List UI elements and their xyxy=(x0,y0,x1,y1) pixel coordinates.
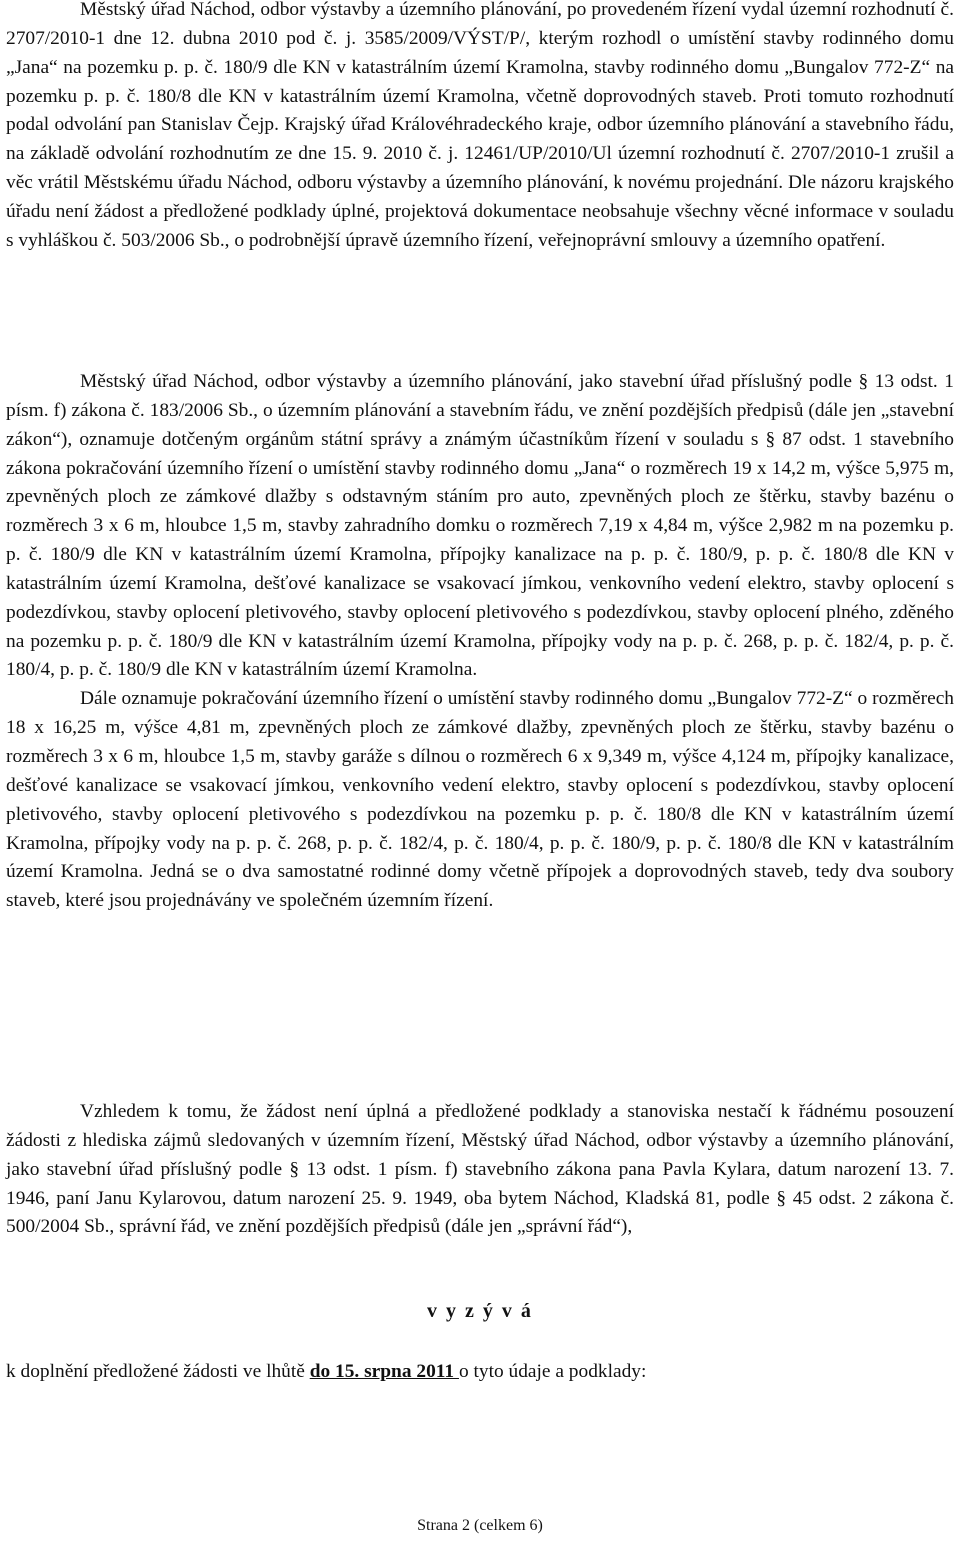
paragraph-text-bungalov: Dále oznamuje pokračování územního řízení o umístění stavby rodinného domu „Bungalov 772-Z“ o rozměrech 18 x 16,25 m, výšce 4,81 m, zpevněných ploch ze zámkové dlažby, zpevněných ploch ze štěrku, stavby bazénu o rozměrech 3 x 6 m, hloubce 1,5 m, stavby garáže s dílnou o rozměrech 6 x 9,349 m, výšce 4,124 m, přípojky kanalizace, dešťové kanalizace se vsakovací jímkou, venkovního vedení elektro, stavby oplocení s podezdívkou, stavby oplocení pletivového, stavby oplocení pletivového s podezdívkou na pozemku p. p. č. 180/8 dle KN v katastrálním území Kramolna, přípojky vody na p. p. č. 268, p. p. č. 182/4, p. č. 180/4, p. p. č. 180/9, p. p. č. 180/8 dle KN v katastrálním území Kramolna. Jedná se o dva samostatné rodinné domy včetně přípojek a doprovodných staveb, tedy dva soubory staveb, které jsou projednávány ve společném územním řízení. xyxy=(6,688,954,912)
deadline-text-after: o tyto údaje a podklady: xyxy=(458,1361,647,1382)
deadline-line xyxy=(6,1358,954,1387)
page-footer: Strana 2 (celkem 6) xyxy=(417,1517,543,1534)
paragraph-text: Městský úřad Náchod, odbor výstavby a územního plánování, po provedeném řízení vydal územní rozhodnutí č. 2707/2010-1 dne 12. dubna 2010 pod č. j. 3585/2009/VÝST/P/, kterým rozhodl o umístění stavby rodinného domu „Jana“ na pozemku p. p. č. 180/9 dle KN v katastrálním území Kramolna, stavby rodinného domu „Bungalov 772-Z“ na pozemku p. p. č. 180/8 dle KN v katastrálním území Kramolna, včetně doprovodných staveb. Proti tomuto rozhodnutí podal odvolání pan Stanislav Čejp. Krajský úřad Královéhradeckého kraje, odbor územního plánování a stavebního řádu, na základě odvolání rozhodnutím ze dne 15. 9. 2010 č. j. 12461/UP/2010/Ul územní rozhodnutí č. 2707/2010-1 zrušil a věc vrátil Městskému úřadu Náchod, odboru výstavby a územního plánování, k novému projednání. Dle názoru krajského úřadu není žádost a předložené podklady úplné, projektová dokumentace neobsahuje všechny věcné informace v souladu s vyhláškou č. 503/2006 Sb., o podrobnější úpravě územního řízení, veřejnoprávní smlouvy a územního opatření. xyxy=(6,0,954,251)
deadline-text-before: k doplnění předložené žádosti ve lhůtě xyxy=(6,1361,310,1382)
section-heading-vyzyva: v y z ý v á xyxy=(427,1300,533,1322)
paragraph-text: Vzhledem k tomu, že žádost není úplná a předložené podklady a stanoviska nestačí k řádnému posouzení žádosti z hlediska zájmů sledovaných v územním řízení, Městský úřad Náchod, odbor výstavby a územního plánování, jako stavební úřad příslušný podle § 13 odst. 1 písm. f) stavebního zákona pana Pavla Kylara, datum narození 13. 7. 1946, paní Janu Kylarovou, datum narození 25. 9. 1949, oba bytem Náchod, Kladská 81, podle § 45 odst. 2 zákona č. 500/2004 Sb., správní řád, ve znění pozdějších předpisů (dále jen „správní řád“), xyxy=(6,1101,954,1238)
paragraph-text-jana: Městský úřad Náchod, odbor výstavby a územního plánování, jako stavební úřad příslušný podle § 13 odst. 1 písm. f) zákona č. 183/2006 Sb., o územním plánování a stavebním řádu, ve znění pozdějších předpisů (dále jen „stavební zákon“), oznamuje dotčeným orgánům státní správy a známým účastníkům řízení v souladu s § 87 odst. 1 stavebního zákona pokračování územního řízení o umístění stavby rodinného domu „Jana“ o rozměrech 19 x 14,2 m, výšce 5,975 m, zpevněných ploch ze zámkové dlažby s odstavným stáním pro auto, zpevněných ploch ze štěrku, stavby bazénu o rozměrech 3 x 6 m, hloubce 1,5 m, stavby zahradního domku o rozměrech 7,19 x 4,84 m, výšce 2,982 m na pozemku p. p. č. 180/9 dle KN v katastrálním území Kramolna, přípojky kanalizace na p. p. č. 180/9, p. p. č. 180/8 dle KN v katastrálním území Kramolna, dešťové kanalizace se vsakovací jímkou, venkovního vedení elektro, stavby oplocení s podezdívkou, stavby oplocení pletivového, stavby oplocení pletivového s podezdívkou, stavby oplocení plného, zděného na pozemku p. p. č. 180/9 dle KN v katastrálním území Kramolna, přípojky vody na p. p. č. 268, p. p. č. 182/4, p. p. č. 180/4, p. p. č. 180/9 dle KN v katastrálním území Kramolna. xyxy=(6,371,954,681)
paragraph-notice xyxy=(6,368,954,916)
paragraph-request xyxy=(6,1098,954,1242)
paragraph-appeal-history xyxy=(6,0,954,256)
deadline-date: do 15. srpna 2011 xyxy=(309,1361,459,1382)
